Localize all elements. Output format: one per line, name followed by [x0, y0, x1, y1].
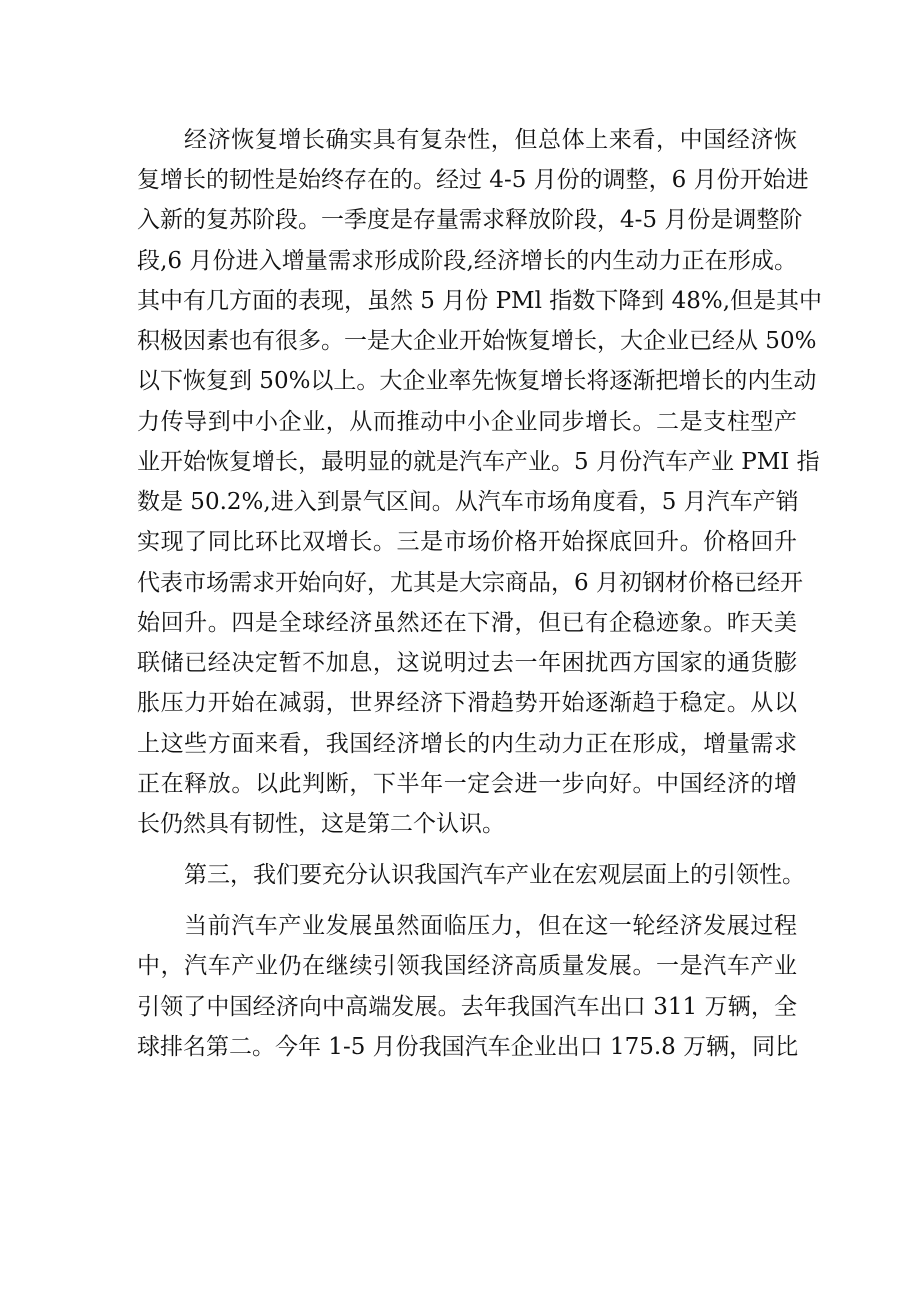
paragraph-line: 中，汽车产业仍在继续引领我国经济高质量发展。一是汽车产业 [137, 953, 797, 979]
paragraph-line: 上这些方面来看，我国经济增长的内生动力正在形成，增量需求 [137, 731, 797, 757]
paragraph-line: 联储已经决定暂不加息，这说明过去一年困扰西方国家的通货膨 [137, 650, 797, 676]
paragraph-line: 数是 50.2%,进入到景气区间。从汽车市场角度看，5 月汽车产销 [137, 489, 799, 515]
paragraph-line: 引领了中国经济向中高端发展。去年我国汽车出口 311 万辆，全 [137, 994, 797, 1020]
paragraph-line: 正在释放。以此判断，下半年一定会进一步向好。中国经济的增 [137, 771, 797, 797]
paragraph-line: 业开始恢复增长，最明显的就是汽车产业。5 月份汽车产业 PMI 指 [137, 449, 820, 475]
paragraph-line: 段,6 月份进入增量需求形成阶段,经济增长的内生动力正在形成。 [137, 248, 797, 274]
paragraph-line: 始回升。四是全球经济虽然还在下滑，但已有企稳迹象。昨天美 [137, 610, 797, 636]
paragraph-line: 球排名第二。今年 1-5 月份我国汽车企业出口 175.8 万辆，同比 [137, 1034, 799, 1060]
paragraph-line: 胀压力开始在减弱，世界经济下滑趋势开始逐渐趋于稳定。从以 [137, 690, 797, 716]
paragraph-line: 长仍然具有韧性，这是第二个认识。 [137, 811, 505, 837]
paragraph-line: 复增长的韧性是始终存在的。经过 4-5 月份的调整，6 月份开始进 [137, 167, 809, 193]
paragraph-line: 以下恢复到 50%以上。大企业率先恢复增长将逐渐把增长的内生动 [137, 368, 817, 394]
paragraph-line: 实现了同比环比双增长。三是市场价格开始探底回升。价格回升 [137, 529, 797, 555]
paragraph-line: 力传导到中小企业，从而推动中小企业同步增长。二是支柱型产 [137, 409, 797, 435]
paragraph-line: 第三，我们要充分认识我国汽车产业在宏观层面上的引领性。 [184, 862, 805, 888]
paragraph-line: 代表市场需求开始向好，尤其是大宗商品，6 月初钢材价格已经开 [137, 570, 803, 596]
paragraph-line: 入新的复苏阶段。一季度是存量需求释放阶段，4-5 月份是调整阶 [137, 207, 803, 233]
paragraph-line: 经济恢复增长确实具有复杂性，但总体上来看，中国经济恢 [184, 127, 797, 153]
paragraph-line: 其中有几方面的表现，虽然 5 月份 PMl 指数下降到 48%,但是其中 [137, 288, 823, 314]
paragraph-line: 积极因素也有很多。一是大企业开始恢复增长，大企业已经从 50% [137, 328, 817, 354]
paragraph-line: 当前汽车产业发展虽然面临压力，但在这一轮经济发展过程 [184, 913, 797, 939]
